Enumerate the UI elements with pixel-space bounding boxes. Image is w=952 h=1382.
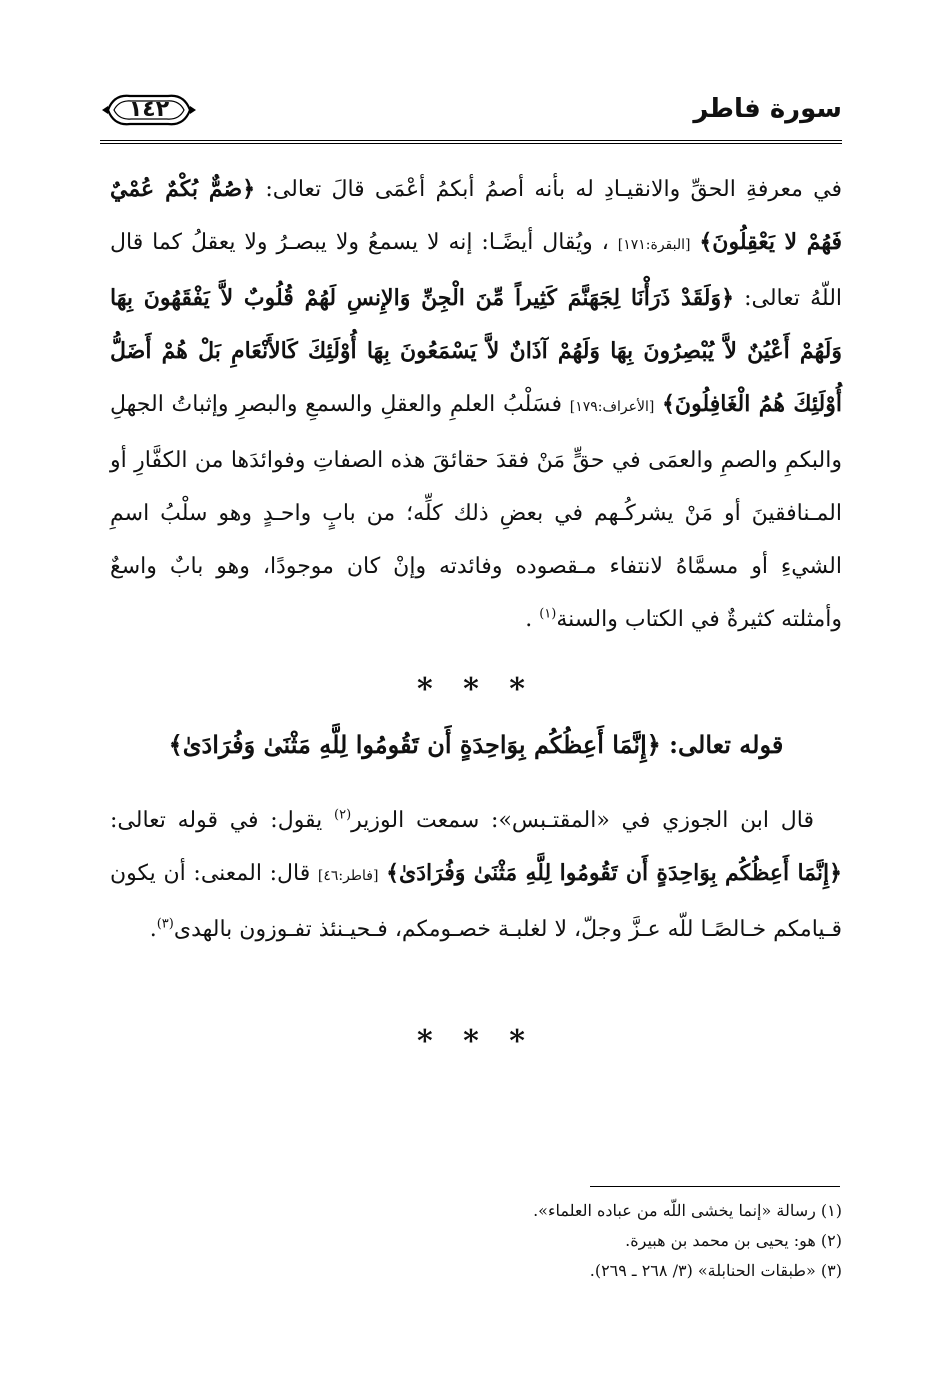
page-number-ornament-icon (100, 90, 198, 130)
para1-text-1: في معرفةِ الحقِّ والانقيـادِ له بأنه أصمُ أبكمُ أعْمَى قالَ تعالى: (255, 177, 842, 202)
footnotes (110, 1196, 842, 1286)
footnote-2: (٢) هو: يحيى بن محمد بن هبيرة. (625, 1231, 842, 1250)
para1-end: . (525, 607, 540, 632)
citation-baqarah: [البقرة:١٧١] (617, 237, 691, 253)
header-rule (100, 140, 842, 144)
quran-verse-araf-179: ﴿وَلَقَدْ ذَرَأْنَا لِجَهَنَّمَ كَثِيراً مِّنَ الْجِنِّ وَالإِنسِ لَهُمْ قُلُوبٌ لاَّ يَفْقَهُونَ بِهَا وَلَهُمْ أَعْيُنٌ لاَّ يُبْصِرُونَ بِهَا وَلَهُمْ آذَانٌ لاَّ يَسْمَعُونَ بِهَا أُوْلَئِكَ كَالأَنْعَامِ بَلْ هُمْ أَضَلُّ أُوْلَئِكَ هُمُ الْغَافِلُونَ﴾ (110, 285, 842, 417)
para2-text-1: قال ابن الجوزي في «المقتـبس»: سمعت الوزير (351, 808, 814, 833)
running-title: سورة فاطر (693, 94, 842, 124)
paragraph-2 (110, 794, 842, 956)
citation-fatir: [فاطر:٤٦] (317, 868, 379, 884)
section-separator-2: * * * (417, 1024, 535, 1059)
section-separator-1: * * * (417, 672, 535, 707)
page-header (100, 86, 842, 138)
para2-text-2: يقول: في قوله تعالى: (110, 808, 335, 833)
heading-verse: ﴿إِنَّمَا أَعِظُكُم بِوَاحِدَةٍ أَن تَقُومُوا لِلَّهِ مَثْنَىٰ وَفُرَادَىٰ﴾ (168, 730, 661, 759)
citation-araf: [الأعراف:١٧٩] (569, 399, 655, 415)
footnote-rule (590, 1186, 840, 1187)
quran-verse-fatir-46: ﴿إِنَّمَا أَعِظُكُم بِوَاحِدَةٍ أَن تَقُومُوا لِلَّهِ مَثْنَىٰ وَفُرَادَىٰ﴾ (386, 860, 842, 886)
page-number: ١٤٢ (128, 97, 170, 122)
paragraph-1 (110, 163, 842, 646)
footnote-ref-3[interactable]: (٣) (156, 916, 174, 932)
para1-text-3: فسَلْبُ العلمِ والعقلِ والسمعِ والبصرِ وإثباتُ الجهلِ والبكمِ والصمِ والعمَى في حقٍّ مَنْ فقدَ حقائقَ هذه الصفاتِ وفوائدَها من الكفَّارِ أو المـنافقينَ أو مَنْ يشركُـهم في بعضِ ذلك كلِّه؛ من بابٍ واحـدٍ وهو سلْبُ اسمِ الشيءِ أو مسمَّاهُ لانتفاء مـقصوده وفائدته وإنْ كان موجودًا، وهو بابٌ واسعٌ وأمثلته كثيرةٌ في الكتاب والسنة (110, 392, 842, 632)
para1-text-2: ، ويُقال أيضًـا: إنه لا يسمعُ ولا يبصـرُ ولا يعقلُ كما قال اللّهُ تعالى: (110, 230, 843, 311)
footnote-ref-1[interactable]: (١) (539, 606, 557, 622)
heading-label: قوله تعالى: (660, 730, 784, 759)
footnote-3: (٣) «طبقات الحنابلة» (٣/ ٢٦٨ ـ ٢٦٩). (589, 1261, 842, 1280)
para2-end: . (149, 917, 157, 942)
footnote-ref-2[interactable]: (٢) (334, 807, 352, 823)
section-heading (110, 730, 842, 759)
footnote-1: (١) رسالة «إنما يخشى اللّه من عباده العلماء». (533, 1201, 842, 1220)
quran-verse-baqarah-171: ﴿صُمٌّ بُكْمٌ عُمْيٌ فَهُمْ لا يَعْقِلُونَ﴾ (110, 176, 842, 255)
para2-text-3: قال: المعنى: أن يكون قـيامكم خـالصًـا للّه عـزَّ وجلّ، لا لغلبـة خصـومكم، فـحيـنئذ تفـوزون بالهدى (110, 861, 842, 942)
